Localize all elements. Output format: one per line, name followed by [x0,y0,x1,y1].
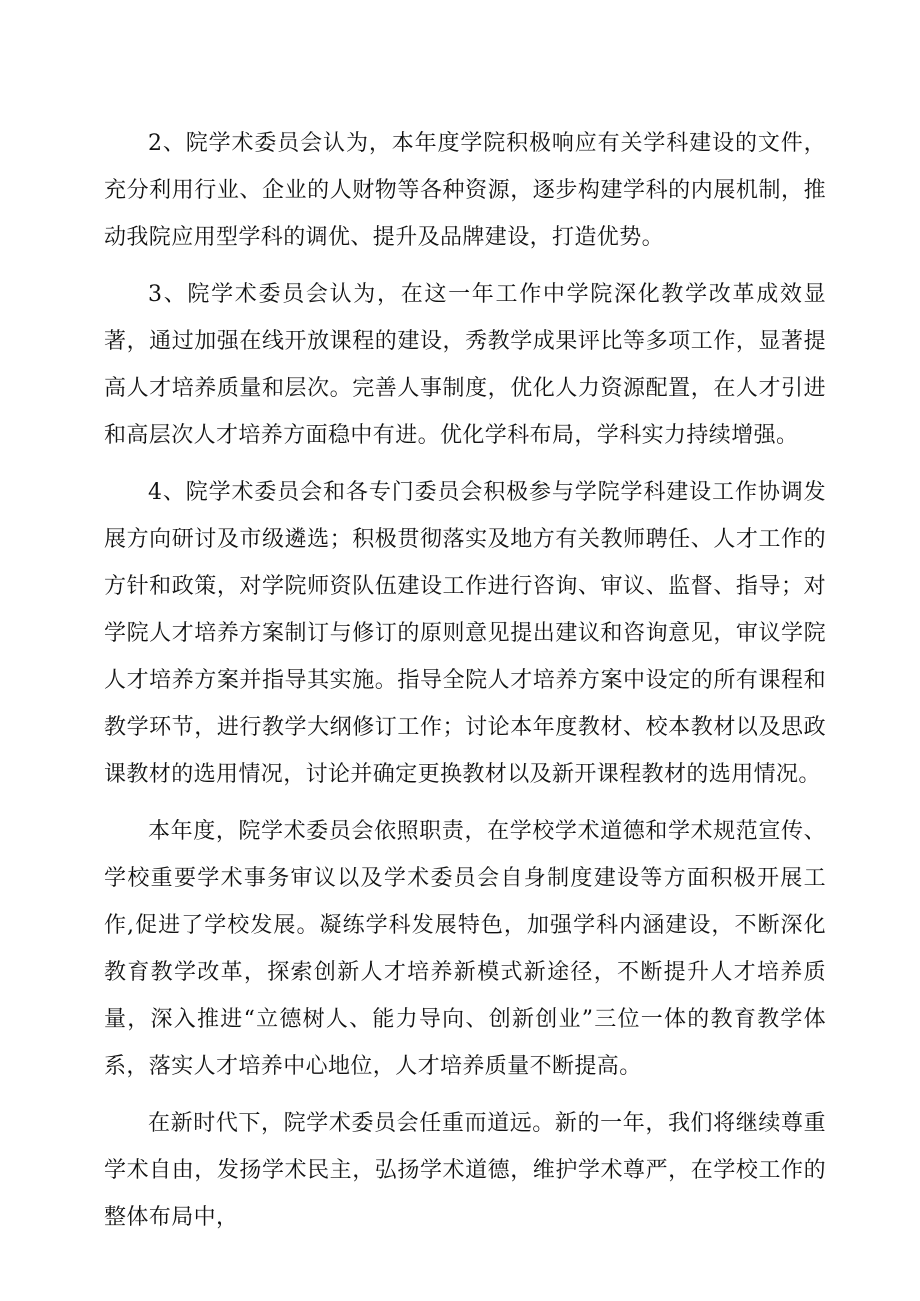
paragraph-new-era: 在新时代下，院学术委员会任重而道远。新的一年，我们将继续尊重学术自由，发扬学术民主，弘扬学术道德，维护学术尊严，在学校工作的整体布局中， [104,1111,826,1230]
document-page [104,120,826,1251]
paragraph-annual-summary: 本年度，院学术委员会依照职责，在学校学术道德和学术规范宣传、学校重要学术事务审议以及学术委员会自身制度建设等方面积极开展工作,促进了学校发展。凝练学科发展特色，加强学科内涵建设，不断深化教育教学改革，探索创新人才培养新模式新途径，不断提升人才培养质量，深入推进“立德树人、能力导向、创新创业”三位一体的教育教学体系，落实人才培养中心地位，人才培养质量不断提高。 [104,819,826,1079]
paragraph-item-3: 3、院学术委员会认为，在这一年工作中学院深化教学改革成效显著，通过加强在线开放课程的建设，秀教学成果评比等多项工作，显著提高人才培养质量和层次。完善人事制度，优化人力资源配置，在人才引进和高层次人才培养方面稳中有进。优化学科布局，学科实力持续增强。 [104,282,826,448]
paragraph-item-2: 2、院学术委员会认为，本年度学院积极响应有关学科建设的文件，充分利用行业、企业的人财物等各种资源，逐步构建学科的内展机制，推动我院应用型学科的调优、提升及品牌建设，打造优势。 [104,131,826,250]
paragraph-item-4: 4、院学术委员会和各专门委员会积极参与学院学科建设工作协调发展方向研讨及市级遴选；积极贯彻落实及地方有关教师聘任、人才工作的方针和政策，对学院师资队伍建设工作进行咨询、审议、监督、指导；对学院人才培养方案制订与修订的原则意见提出建议和咨询意见，审议学院人才培养方案并指导其实施。指导全院人才培养方案中设定的所有课程和教学环节，进行教学大纲修订工作；讨论本年度教材、校本教材以及思政课教材的选用情况，讨论并确定更换教材以及新开课程教材的选用情况。 [104,480,826,787]
